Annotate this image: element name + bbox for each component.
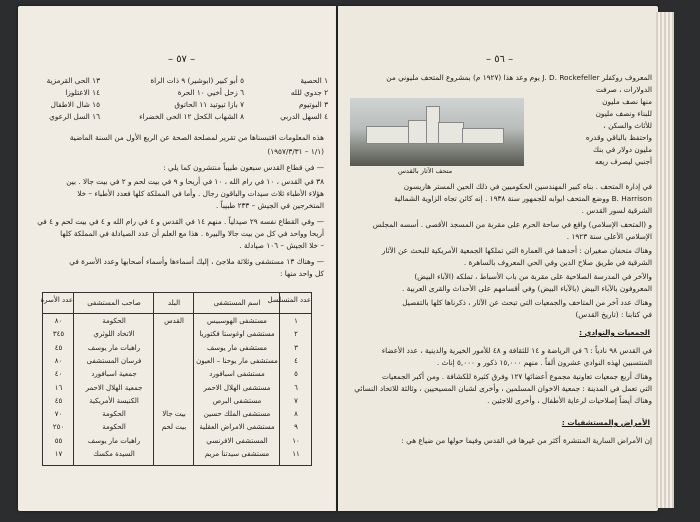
table-cell: جمعية اسبافورد [91,370,137,379]
text-line: والآخر في المدرسة الصلاحية على مقربة من باب الأسباط ، تملكه (الآباء البيض) [414,272,652,281]
index-entry: ٢ جدوي للله [290,88,328,97]
table-cell: ٤ [294,356,298,365]
table-cell: مستشفى اسبافورد [209,370,265,379]
table-cell: ١ [294,317,298,325]
text-line: واحتفظ بالباقي وقدره [585,133,652,142]
table-cell: المستشفى الافرنسي [206,436,268,445]
text-line: الشرقية لسور القدس . [581,206,652,215]
text-line: مليون دولار في بنك [592,145,652,154]
table-cell: ٨ [294,410,298,419]
text-line: المنتسبين لهذه النوادي عشرون ألفاً . منهم ١٥,٠٠٠ ذكور و ٥,٠٠٠ إناث . [436,358,652,367]
page-edges [656,12,674,508]
index-column-1 [248,76,328,124]
page-number: – ٥٦ – [486,54,514,65]
text-line: المعروف روكفلر J. D. Rockefeller يوم وعد هذا (١٩٢٧ م) بمشروع المتحف مليوني من [386,73,652,82]
text-line: المعروفون بالآباء البيض (بالآباء البيض) وفي أقسامهم على الأحداث والقرى العربية . [402,284,652,293]
paragraph-line: — وهناك ١٣ مستشفى وثلاثة ملاجئ ، إليك أسماءها وأسماء أصحابها وعدد الأسرة في [69,257,324,266]
text-line: للبناء ونصف مليون [595,109,652,118]
table-cell: ٤٥ [54,343,63,352]
table-cell: مستشفى الهلال الاحمر [203,383,271,392]
table-cell: ٣٤٥ [52,330,65,339]
table-cell: ١٠ [292,436,300,445]
text-line: وهناك أيضاً إصلاحيات لرعاية الأطفال ، وأخرى للاجئين . [487,396,652,405]
index-entry: ١٤ الاعتلوزا [65,88,100,97]
table-cell: السيدة مكسك [93,450,135,458]
table-cell: ١٧ [54,450,63,458]
table-cell: فرسان المستشفى [86,356,142,365]
text-line: في القدس ٩٨ نادياً : ٦ في الرياضة و ١٤ للثقافة و ٤٨ للأمور الخيرية والدينية ، عدد الأعضاء [381,346,652,355]
index-entry: ١٣ الحى القرمزية [46,76,100,85]
index-column-2 [104,76,244,124]
table-cell: مستشفى مار يوحنا – العيون [196,356,278,365]
table-cell: ٢ [294,330,298,339]
side-text [386,72,652,168]
table-cell: بيت جالا [162,410,186,419]
table-cell: الحكومة [102,317,126,325]
table-header: البلد [167,299,181,307]
table-cell: ٢٥٠ [52,423,65,432]
table-cell: ٥٥ [54,436,63,445]
paragraph-line: المتخرجين في الجيش – ٢٣٣ طبيباً . [215,201,324,210]
table-cell: ٧ [294,396,298,405]
table-cell: مستشفى اوغوستا فكتوريا [199,330,275,339]
table-cell: ١٦ [54,383,63,392]
text-line: وهناك أربع جمعيات تعاونية مجموع أعضائها ١٢٧ وفرق كثيرة للكشافة . ومن أكبر الجمعيات [382,372,652,381]
text-line: في إدارة المتحف . بناه كبير المهندسين الحكوميين في ذلك الحين المستر هاريسون [403,182,652,191]
table-cell: جمعية الهلال الاحمر [85,383,143,392]
index-column-3 [28,76,100,124]
table-header: عدد الأسرة [40,296,73,304]
table-cell: الكنيسة الأمريكية [89,396,139,405]
paragraph-line: هؤلاء الأطباء ثلاث سيدات والباقون رجال . وأما في المملكة كلها فعدد الأطباء – خلا [77,189,324,198]
paragraph-line: أريحا وواحد في كل من بيت جالا والبيرة . هذا مع العلم أن عدد الصيادلة في المملكة كلها [60,229,324,238]
paragraph-line: هذه المعلومات اقتبسناها من تقرير لمصلحة الصحة عن الربع الأول من السنة الماضية [69,133,324,142]
table-cell: الحكومة [102,410,126,419]
text-line: و (المتحف الإسلامي) واقع في ساحة الحرم على مقربة من المسجد الأقصى . أسسه المجلس [372,220,652,229]
table-cell: ٧٠ [54,410,63,419]
table-header: صاحب المستشفى [87,299,141,307]
table-cell: مستشفى الامراض العقلية [199,423,275,432]
table-cell: مستشفى الملك حسين [203,410,271,419]
table-header: اسم المستشفى [213,299,261,307]
index-entry: ٧ بازا تيوتيد ١١ الحاتوق [174,100,244,109]
table-cell: ٩ [294,423,298,432]
text-line: الإسلامي الأعلى سنة ١٩٢٣ . [566,232,652,241]
table-cell: راهبات مار يوسف [87,436,141,445]
table-cell: ٨٠ [54,317,63,325]
text-line: أجنبي ليصرف ريعه [595,157,652,166]
text-line: إن الأمراض السارية المنتشرة أكثر من غيرها في القدس وفيما حولها من ضياع هي : [401,436,652,445]
text-line: وهناك عدد آخر من المتاحف والجمعيات التي تبحث عن الآثار ، ذكرناها كلها بالتفصيل [402,298,652,307]
table-cell: الحكومة [102,423,126,432]
table-cell: راهبات مار يوسف [87,343,141,352]
table-cell: مستشفى سيدتنا مريم [204,450,270,458]
table-cell: القدس [164,317,184,325]
table-cell: ١١ [292,450,300,458]
table-cell: ٤٥ [54,396,63,405]
table-cell: ٤٠ [54,370,63,379]
paragraph-line: (١/١ – ١٩٥٧/٣/٣١) [267,147,324,156]
section-heading: الأمراض والمستشفيات : [561,418,650,427]
paragraph-line: — في قطاع القدس سبعون طبيباً منتشرون كما يلي : [163,163,324,172]
table-cell: الاتحاد اللوثري [93,330,135,339]
paragraph-line: ٣٨ في القدس ، ١٠ في رام الله ، ١٠ في أريحا و ٩ في بيت لحم و ٢ في بيت جالا . بين [66,177,324,186]
index-entry: ٥ أبو كبير (ابوشير) ٩ ذات الراة [150,76,244,85]
text-line: في كتابنا : (تاريخ القدس) [575,310,652,319]
table-cell: ٦ [294,383,298,392]
museum-photo [350,98,524,166]
text-line: للأثاث والسكن ، [603,121,652,130]
table-cell: بيت لحم [161,423,187,432]
hospitals-table [42,292,312,466]
table-cell: ٣ [294,343,298,352]
text-line: وهناك متحفان صغيران : أحدهما في العمارة التي تملكها الجمعية الأمريكية للبحث عن الآثار [381,246,652,255]
index-entry: ٦ زحل أخيي ١٠ الحرة [177,88,244,97]
index-entry: ١٦ السل الرعوي [49,112,100,121]
page-number: – ٥٧ – [168,54,196,65]
table-header: عدد المتسلسل [267,296,311,304]
right-page [338,6,658,511]
table-cell: مستشفى مار يوسف [206,343,268,352]
section-heading: الجمعيات والنوادي : [579,328,650,337]
book-spread [18,6,668,516]
table-cell: ٥ [294,370,298,379]
paragraph-line: – خلا الجيش – ١٠٦ صيادلة . [239,241,324,250]
index-entry: ٤ السهل الدربي [280,112,328,121]
paragraph-line: — وفي القطاع نفسه ٢٩ صيدلياً . منهم ١٤ في القدس و ٤ في رام الله و ٤ في بيت لحم و ٤ في [37,217,324,226]
index-entry: ٨ الشهاب الكحل ١٢ الحى الخضراء [139,112,244,121]
text-line: الشرقية في طريق صلاح الدين وفي الحي المعروف بالساهرة . [463,258,652,267]
index-entry: ١٥ شال الاطفال [50,100,100,109]
left-page [18,6,336,511]
index-entry: ١ الحصية [300,76,328,85]
table-cell: مستشفى البرص [212,396,262,405]
text-line: B. Harrison ووضع المتحف ابوابه للجمهور سنة ١٩٣٨ . إنه كائن تجاه الزاوية الشمالية [394,194,652,203]
paragraph-line: كل واحد منها : [279,269,324,278]
table-cell: ٨٠ [54,356,63,365]
text-line: الدولارات ، صرفت [595,85,652,94]
table-cell: مستشفى الهوسبيس [207,317,267,325]
text-line: منها نصف مليون [602,97,652,106]
text-line: التي تعمل في المدينة : جمعية الاخوان المسلمين ، وأخرى لشبان المسيحيين ، وثالثة للاتحاد النسائي [354,384,652,393]
index-entry: ٣ البوتيوم [299,100,328,109]
photo-caption: متحف الآثار بالقدس [398,167,453,175]
